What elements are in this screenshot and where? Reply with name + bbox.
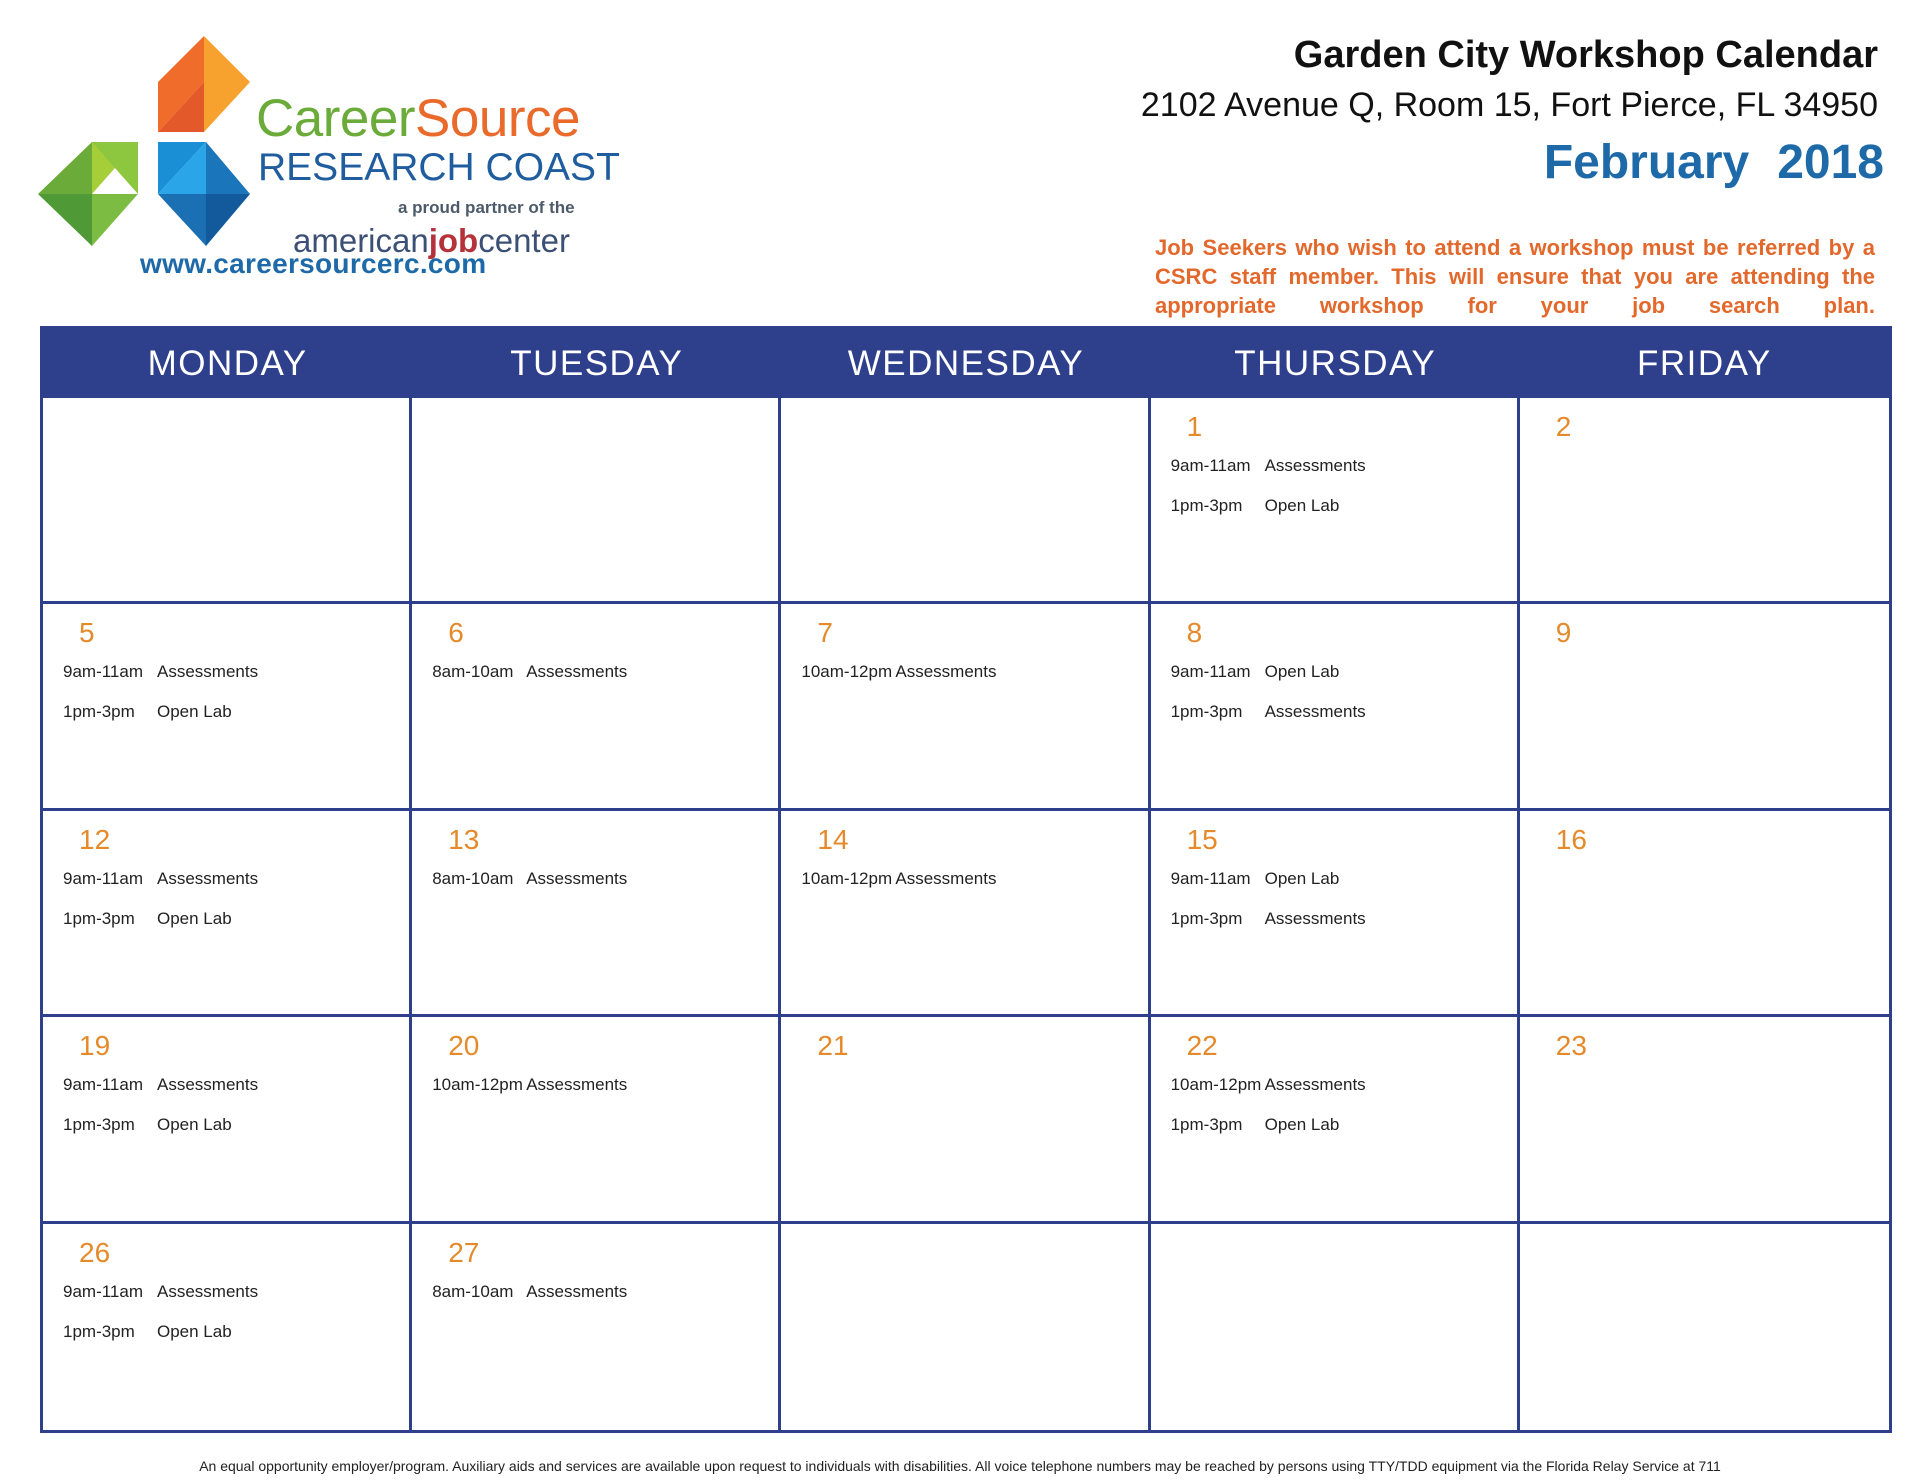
- day-number: 9: [1555, 617, 1572, 649]
- calendar-day-cell: [412, 398, 781, 604]
- calendar-day-cell: [412, 811, 781, 1017]
- workshop-event: [430, 1282, 760, 1302]
- day-number: [1187, 1238, 1499, 1268]
- event-time: 1pm-3pm: [63, 908, 135, 928]
- brand-name-source: Source: [415, 89, 580, 148]
- workshop-event: [61, 1322, 391, 1342]
- footer-disclaimer: An equal opportunity employer/program. Auxiliary aids and services are available upon request to individuals with disabilities. All voice telephone numbers may be reached by persons using TTY/TDD equipment via the Florida Relay Service at 711: [199, 1458, 1721, 1474]
- event-time: 9am-11am: [63, 1281, 143, 1301]
- event-title: Open Lab: [1264, 1115, 1340, 1135]
- ajc-center: center: [478, 222, 570, 259]
- event-title: Assessments: [1264, 702, 1366, 722]
- workshop-event: [1169, 1075, 1499, 1095]
- event-time: 8am-10am: [432, 662, 514, 682]
- calendar-grid: [43, 398, 1889, 1430]
- workshop-event: [61, 1115, 391, 1135]
- event-title: Assessments: [895, 662, 997, 682]
- event-time: 10am-12pm: [801, 662, 893, 682]
- day-number: 13: [448, 823, 480, 855]
- event-time: 8am-10am: [432, 868, 514, 888]
- day-header-wednesday: WEDNESDAY: [847, 344, 1085, 383]
- calendar-day-cell: [43, 1017, 412, 1223]
- calendar-day-cell: [781, 1224, 1150, 1430]
- day-number: 8: [1186, 617, 1203, 649]
- workshop-event: [799, 869, 1129, 889]
- event-time: 1pm-3pm: [63, 1115, 135, 1135]
- workshop-event: [430, 662, 760, 682]
- page-title: Garden City Workshop Calendar: [1293, 34, 1878, 76]
- month-label: February: [1543, 136, 1750, 189]
- calendar-day-cell: [43, 398, 412, 604]
- calendar-day-cell: [43, 604, 412, 810]
- event-title: Open Lab: [157, 1321, 232, 1341]
- event-title: Open Lab: [157, 908, 232, 928]
- event-title: Open Lab: [1264, 868, 1340, 888]
- day-header-tuesday: TUESDAY: [510, 344, 684, 383]
- event-title: Assessments: [526, 868, 628, 888]
- day-number: 27: [448, 1236, 480, 1268]
- event-title: Open Lab: [157, 702, 232, 722]
- calendar: [40, 326, 1892, 1433]
- day-number: 2: [1555, 411, 1572, 442]
- workshop-event: [1169, 869, 1499, 889]
- event-title: Open Lab: [157, 1115, 232, 1135]
- day-number: 12: [79, 823, 111, 855]
- calendar-day-cell: [412, 604, 781, 810]
- event-time: 8am-10am: [432, 1281, 514, 1301]
- event-time: 1pm-3pm: [1170, 702, 1243, 722]
- day-number: 21: [817, 1030, 849, 1062]
- workshop-event: [61, 909, 391, 929]
- day-number: [1556, 1238, 1871, 1268]
- day-number: 19: [79, 1030, 111, 1062]
- calendar-day-cell: [1520, 1017, 1889, 1223]
- event-title: Assessments: [157, 1075, 259, 1095]
- day-number: 14: [817, 823, 849, 855]
- calendar-day-cell: [43, 811, 412, 1017]
- day-number: 7: [817, 617, 833, 649]
- month-year: [1544, 135, 1884, 190]
- day-number: [817, 1238, 1129, 1268]
- calendar-day-cell: [781, 1017, 1150, 1223]
- event-title: Assessments: [1264, 456, 1366, 475]
- event-title: Assessments: [526, 1075, 628, 1095]
- workshop-event: [61, 662, 391, 682]
- year-label: 2018: [1777, 136, 1884, 189]
- workshop-event: [1169, 1115, 1499, 1135]
- partner-tagline: a proud partner of the: [398, 198, 575, 217]
- day-number: [817, 412, 1129, 442]
- ajc-american: american: [293, 222, 429, 259]
- event-title: Assessments: [526, 1281, 628, 1301]
- event-time: 9am-11am: [1170, 662, 1251, 682]
- calendar-day-cell: [412, 1017, 781, 1223]
- workshop-event: [1169, 496, 1499, 516]
- calendar-day-cell: [412, 1224, 781, 1430]
- brand-name-career: Career: [256, 89, 416, 148]
- event-title: Assessments: [1264, 908, 1366, 928]
- day-number: 5: [79, 617, 95, 649]
- event-title: Assessments: [1264, 1075, 1366, 1095]
- day-header-monday: MONDAY: [147, 344, 308, 383]
- workshop-event: [430, 1075, 760, 1095]
- calendar-day-cell: [1151, 604, 1520, 810]
- event-time: 1pm-3pm: [63, 702, 135, 722]
- diamond-mosaic-icon: [36, 34, 286, 249]
- brand-subtitle: RESEARCH COAST: [258, 146, 620, 189]
- day-number: 20: [448, 1030, 480, 1062]
- referral-notice: Job Seekers who wish to attend a workshop must be referred by a CSRC staff member. This will ensure that you are attending the appropriate workshop for your job search plan.: [1155, 235, 1875, 318]
- website-link[interactable]: www.careersourcerc.com: [140, 248, 487, 279]
- workshop-event: [1169, 702, 1499, 722]
- workshop-event: [1169, 909, 1499, 929]
- event-time: 1pm-3pm: [63, 1321, 135, 1341]
- calendar-day-cell: [1151, 1224, 1520, 1430]
- event-time: 9am-11am: [1170, 456, 1251, 475]
- event-time: 10am-12pm: [1170, 1075, 1262, 1095]
- day-number: 23: [1555, 1030, 1587, 1062]
- calendar-day-cell: [1520, 1224, 1889, 1430]
- calendar-day-cell: [1151, 811, 1520, 1017]
- calendar-header: [43, 329, 1889, 398]
- calendar-day-cell: [1520, 398, 1889, 604]
- event-time: 9am-11am: [63, 662, 143, 682]
- day-number: [79, 412, 391, 442]
- event-time: 9am-11am: [63, 868, 143, 888]
- event-title: Assessments: [157, 1281, 259, 1301]
- workshop-event: [1169, 456, 1499, 476]
- day-number: 16: [1555, 823, 1587, 855]
- day-header-thursday: THURSDAY: [1234, 344, 1437, 383]
- calendar-day-cell: [781, 604, 1150, 810]
- calendar-day-cell: [43, 1224, 412, 1430]
- day-number: 15: [1186, 823, 1218, 855]
- workshop-event: [799, 662, 1129, 682]
- workshop-event: [430, 869, 760, 889]
- calendar-day-cell: [1520, 604, 1889, 810]
- brand-name: [256, 89, 580, 148]
- day-number: 6: [448, 617, 464, 649]
- workshop-event: [61, 869, 391, 889]
- calendar-day-cell: [781, 398, 1150, 604]
- event-title: Assessments: [157, 662, 259, 682]
- workshop-event: [61, 1075, 391, 1095]
- event-time: 10am-12pm: [432, 1075, 523, 1095]
- event-title: Open Lab: [1264, 496, 1340, 515]
- day-number: [448, 412, 760, 442]
- day-number: 1: [1186, 411, 1203, 442]
- ajc-job: job: [428, 222, 479, 259]
- day-number: 22: [1186, 1030, 1218, 1062]
- calendar-day-cell: [781, 811, 1150, 1017]
- day-header-friday: FRIDAY: [1637, 344, 1772, 383]
- event-time: 9am-11am: [63, 1075, 143, 1095]
- workshop-event: [61, 702, 391, 722]
- event-time: 10am-12pm: [801, 868, 893, 888]
- event-title: Open Lab: [1264, 662, 1340, 682]
- calendar-day-cell: [1151, 398, 1520, 604]
- event-title: Assessments: [157, 868, 259, 888]
- calendar-day-cell: [1151, 1017, 1520, 1223]
- event-time: 1pm-3pm: [1170, 908, 1243, 928]
- workshop-event: [1169, 662, 1499, 682]
- address: 2102 Avenue Q, Room 15, Fort Pierce, FL 34950: [1140, 86, 1878, 124]
- event-time: 1pm-3pm: [1170, 1115, 1243, 1135]
- workshop-event: [61, 1282, 391, 1302]
- event-title: Assessments: [895, 868, 997, 888]
- event-time: 9am-11am: [1170, 868, 1251, 888]
- event-title: Assessments: [526, 662, 628, 682]
- event-time: 1pm-3pm: [1170, 496, 1243, 515]
- calendar-day-cell: [1520, 811, 1889, 1017]
- day-number: 26: [79, 1236, 111, 1268]
